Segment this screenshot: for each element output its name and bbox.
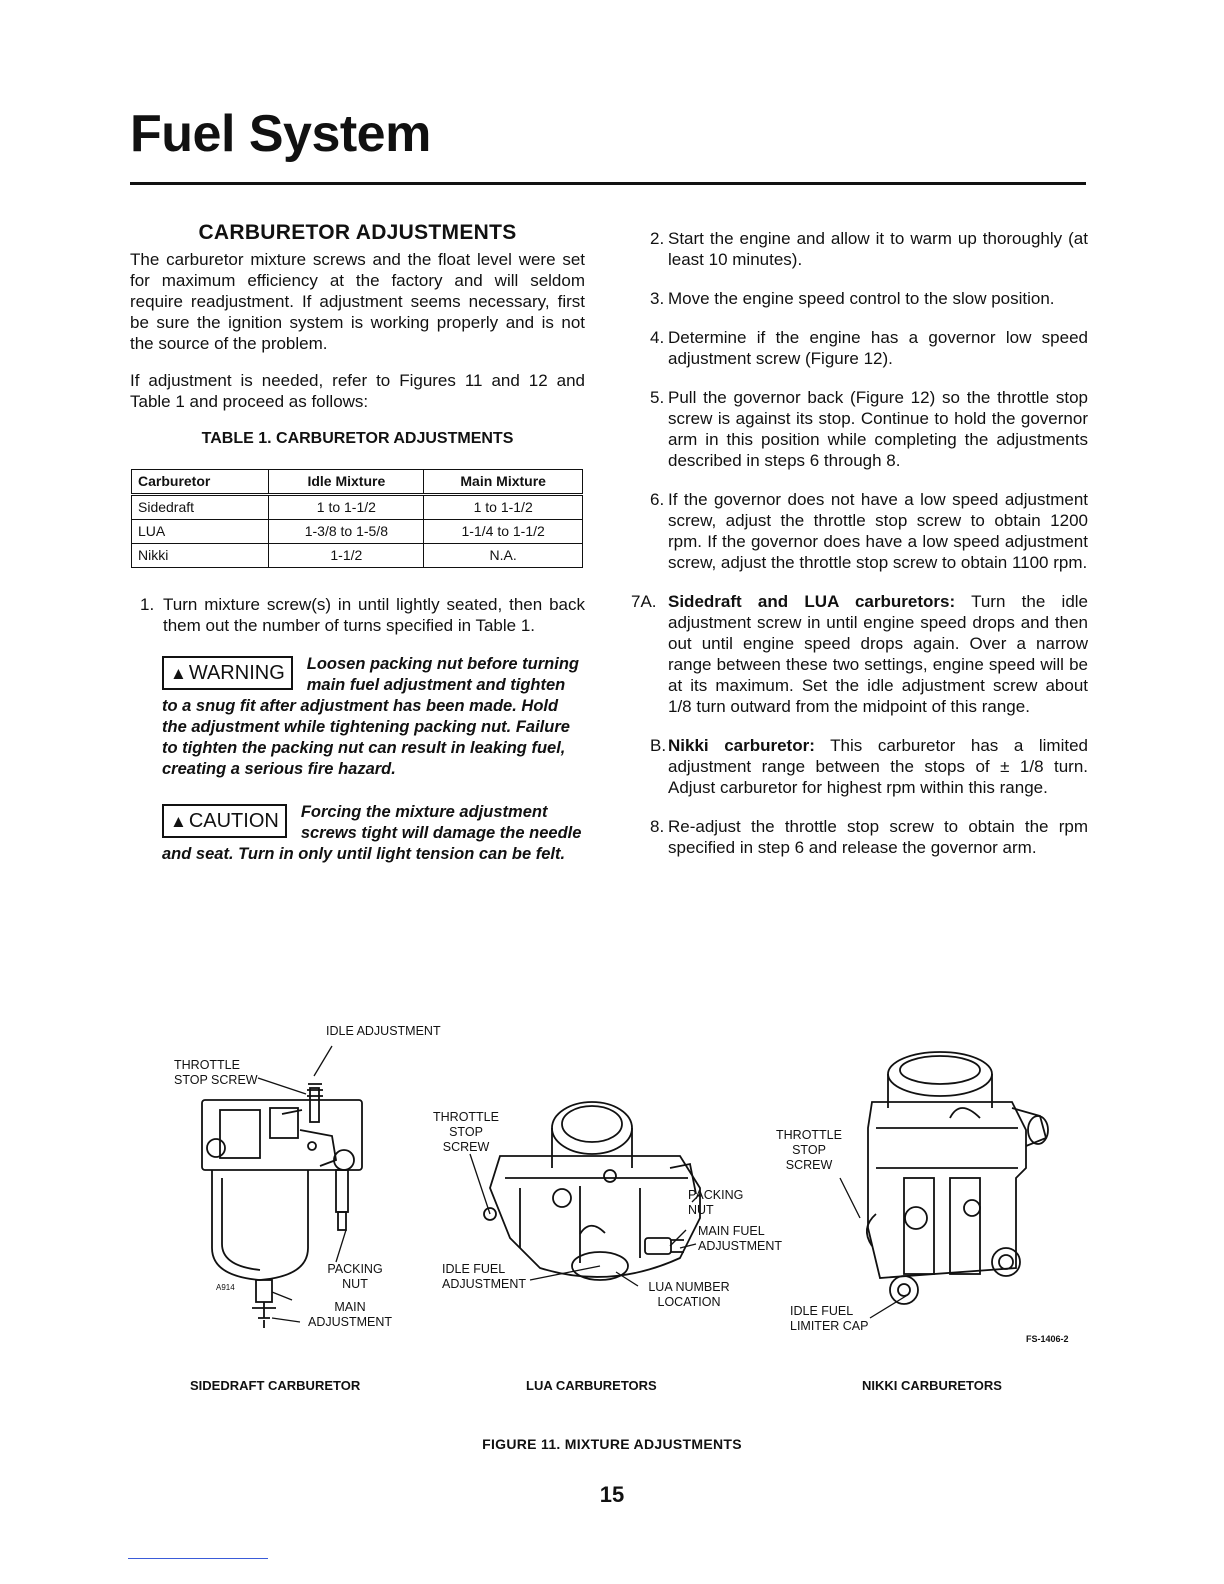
table-row (132, 520, 583, 544)
warning-text: Loosen packing nut before turning main fuel adjustment and tighten to a snug fit after adjustment has been made. Hold the adjustment while tightening packing nut. Failure to tighten the packing nut can result in leaking fuel, creating a serious fire hazard. (162, 655, 579, 778)
table-cell: Nikki (132, 544, 269, 568)
step-number: 1. (140, 595, 155, 614)
nikki-idle-fuel-limiter-cap-label: IDLE FUEL LIMITER CAP (790, 1304, 869, 1333)
step-text: If the governor does not have a low speed adjustment screw, adjust the throttle stop screw to obtain 1200 rpm. If the governor does have a low speed adjustment screw, adjust the throttle stop screw to obtain 1100 rpm. (668, 490, 1088, 572)
intro-paragraph: The carburetor mixture screws and the float level were set for maximum efficiency at the factory and will seldom require readjustment. If adjustment seems necessary, first be sure the ignition system is working properly and is not the source of the problem. (130, 250, 585, 353)
step-text: Turn the idle adjustment screw in until engine speed drops and then out until engine speed drops again. Over a narrow range between these two settings, engine speed will be at its maximum. Set the idle adjustment screw about 1/8 turn outward from the midpoint of this range. (668, 592, 1088, 716)
step-text: This carburetor has a limited adjustment range between the stops of ± 1/8 turn. Adjust carburetor for highest rpm within this range. (668, 736, 1088, 797)
step-1 (130, 594, 585, 636)
caution-badge (162, 804, 287, 838)
table-cell: 1-1/4 to 1-1/2 (424, 520, 583, 544)
nikki-caption: NIKKI CARBURETORS (862, 1378, 1002, 1393)
table-header-row (132, 470, 583, 495)
step-number: 7A. (631, 592, 657, 611)
step-6 (638, 489, 1088, 573)
step-3 (638, 288, 1088, 309)
sidedraft-packing-nut-label: PACKING NUT (327, 1262, 383, 1291)
sidedraft-caption: SIDEDRAFT CARBURETOR (190, 1378, 361, 1393)
step-text: Determine if the engine has a governor low speed adjustment screw (Figure 12). (668, 328, 1088, 368)
caution-text: Forcing the mixture adjustment screws tight will damage the needle and seat. Turn in only until light tension can be felt. (162, 803, 582, 863)
header-carburetor: Carburetor (132, 470, 269, 495)
table-cell: 1 to 1-1/2 (269, 495, 424, 520)
figure-11 (160, 1018, 1080, 1393)
step-number: 8. (650, 817, 665, 836)
sidedraft-part-code: A914 (216, 1283, 235, 1292)
page-title: Fuel System (130, 105, 431, 163)
lua-throttle-stop-screw-label: THROTTLE STOP SCREW (433, 1110, 499, 1154)
header-main-mixture: Main Mixture (424, 470, 583, 495)
caution-notice (162, 802, 585, 865)
caution-label: CAUTION (188, 810, 279, 832)
table-caption: TABLE 1. CARBURETOR ADJUSTMENTS (201, 430, 514, 447)
table-row (132, 495, 583, 520)
sidedraft-main-adjustment-label: MAIN ADJUSTMENT (307, 1300, 393, 1329)
table-cell: Sidedraft (132, 495, 269, 520)
lua-carburetor-drawing (484, 1102, 700, 1280)
footer-rule (128, 1558, 268, 1559)
step-2 (638, 228, 1088, 270)
step-number: 2. (650, 229, 665, 248)
nikki-throttle-stop-screw-label: THROTTLE STOP SCREW (776, 1128, 842, 1172)
warning-badge (162, 656, 293, 690)
section-heading: CARBURETOR ADJUSTMENTS (198, 221, 517, 244)
warning-triangle-icon: ▲ (170, 664, 187, 683)
lua-main-fuel-adjustment-label: MAIN FUEL ADJUSTMENT (698, 1224, 783, 1253)
table-cell: 1 to 1-1/2 (424, 495, 583, 520)
step-text: Move the engine speed control to the slow position. (668, 289, 1055, 308)
table-cell: LUA (132, 520, 269, 544)
step-number: 3. (650, 289, 665, 308)
figure-code: FS-1406-2 (1026, 1334, 1069, 1344)
sidedraft-throttle-stop-screw-label: THROTTLE STOP SCREW (174, 1058, 258, 1087)
table-cell: 1-1/2 (269, 544, 424, 568)
left-column (130, 222, 585, 887)
table-cell: N.A. (424, 544, 583, 568)
step-text: Start the engine and allow it to warm up thoroughly (at least 10 minutes). (668, 229, 1088, 269)
title-rule (130, 182, 1086, 185)
nikki-carburetor-drawing (867, 1052, 1048, 1304)
table-row (132, 544, 583, 568)
caution-triangle-icon: ▲ (170, 812, 187, 831)
step-text: Turn mixture screw(s) in until lightly seated, then back them out the number of turns specified in Table 1. (163, 595, 585, 635)
step-4 (638, 327, 1088, 369)
carburetor-illustrations (160, 1018, 1080, 1378)
step-number: 5. (650, 388, 665, 407)
step-number: B. (650, 736, 667, 755)
warning-notice (162, 654, 585, 780)
step-8 (638, 816, 1088, 858)
step-number: 6. (650, 490, 665, 509)
lua-number-location-label: LUA NUMBER LOCATION (648, 1280, 730, 1309)
sidedraft-idle-adjustment-label: IDLE ADJUSTMENT (326, 1024, 441, 1038)
right-column (631, 228, 1088, 876)
header-idle-mixture: Idle Mixture (269, 470, 424, 495)
table-cell: 1-3/8 to 1-5/8 (269, 520, 424, 544)
step-text: Re-adjust the throttle stop screw to obtain the rpm specified in step 6 and release the governor arm. (668, 817, 1088, 857)
lua-idle-fuel-adjustment-label: IDLE FUEL ADJUSTMENT (442, 1262, 527, 1291)
figure-caption: FIGURE 11. MIXTURE ADJUSTMENTS (482, 1436, 742, 1452)
step-lead: Sidedraft and LUA carburetors: (668, 592, 956, 611)
step-lead: Nikki carburetor: (668, 736, 815, 755)
step-number: 4. (650, 328, 665, 347)
step-7a (631, 591, 1088, 717)
step-7b (638, 735, 1088, 798)
intro-paragraph-2: If adjustment is needed, refer to Figures 11 and 12 and Table 1 and proceed as follows: (130, 371, 585, 411)
step-text: Pull the governor back (Figure 12) so the throttle stop screw is against its stop. Continue to hold the governor arm in this position while completing the adjustments described in steps 6 through 8. (668, 388, 1088, 470)
warning-label: WARNING (188, 662, 285, 684)
lua-caption: LUA CARBURETORS (526, 1378, 657, 1393)
lua-packing-nut-label: PACKING NUT (688, 1188, 744, 1217)
step-5 (638, 387, 1088, 471)
page-number: 15 (599, 1482, 625, 1507)
carburetor-adjustments-table (131, 469, 583, 568)
